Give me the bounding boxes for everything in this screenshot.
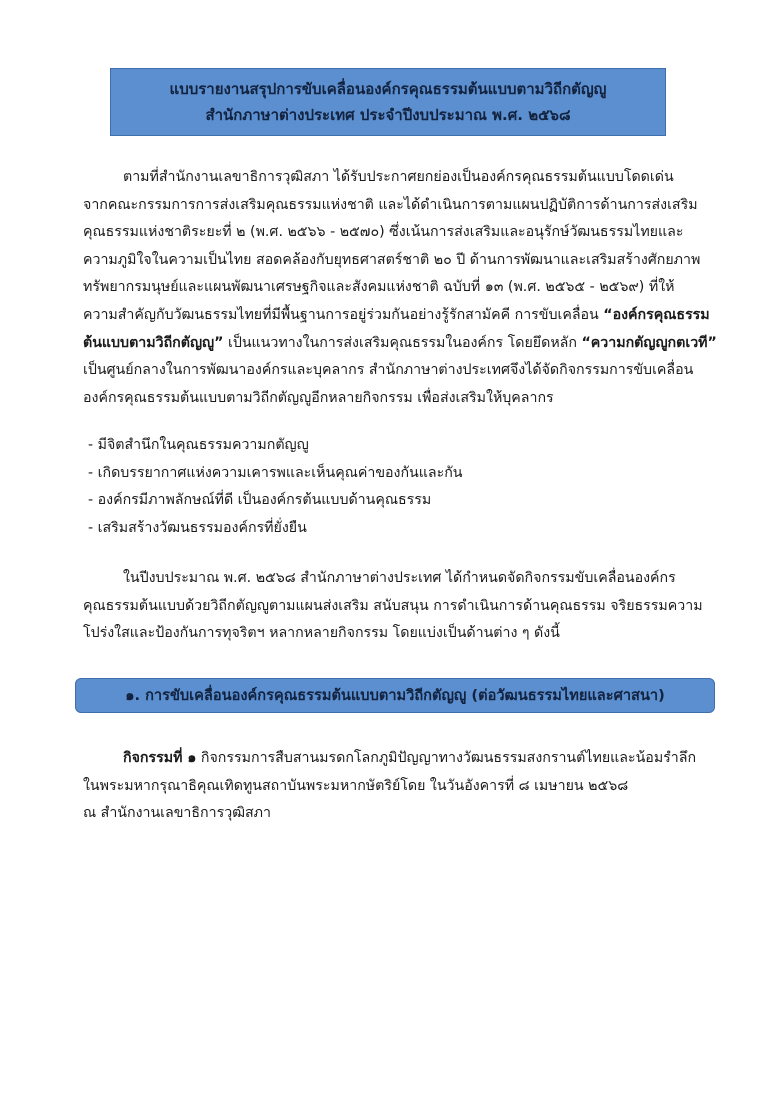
intro-line: ตามที่สำนักงานเลขาธิการวุฒิสภา ได้รับประกาศยกย่องเป็นองค์กรคุณธรรมต้นแบบโดดเด่น bbox=[123, 169, 674, 185]
intro-bold-term: “ความกตัญญูกตเวที” bbox=[581, 334, 717, 351]
intro-text: เป็นแนวทางในการส่งเสริมคุณธรรมในองค์กร โดยยึดหลัก bbox=[223, 334, 582, 351]
activity-text: กิจกรรมการสืบสานมรดกโลกภูมิปัญญาทางวัฒนธรรมสงกรานต์ไทยและน้อมรำลึก bbox=[196, 750, 697, 766]
report-title-line2: สำนักภาษาต่างประเทศ ประจำปีงบประมาณ พ.ศ. ๒๕๖๘ bbox=[205, 106, 571, 124]
activity-line bbox=[83, 745, 743, 773]
list-item: - มีจิตสำนึกในคุณธรรมความกตัญญู bbox=[88, 437, 309, 453]
list-item: - องค์กรมีภาพลักษณ์ที่ดี เป็นองค์กรต้นแบบด้านคุณธรรม bbox=[88, 492, 432, 508]
budget-paragraph bbox=[83, 565, 743, 648]
activity-label: กิจกรรมที่ ๑ bbox=[123, 750, 197, 766]
budget-line: คุณธรรมต้นแบบด้วยวิถีกตัญญูตามแผนส่งเสริม สนับสนุน การดำเนินการด้านคุณธรรม จริยธรรมความ bbox=[83, 597, 703, 614]
section-heading: ๑. การขับเคลื่อนองค์กรคุณธรรมต้นแบบตามวิถีกตัญญู (ต่อวัฒนธรรมไทยและศาสนา) bbox=[125, 687, 665, 704]
intro-line: คุณธรรมแห่งชาติระยะที่ ๒ (พ.ศ. ๒๕๖๖ - ๒๕๗๐) ซึ่งเน้นการส่งเสริมและอนุรักษ์วัฒนธรรมไทยและ bbox=[83, 224, 684, 241]
budget-line: โปร่งใสและป้องกันการทุจริตฯ หลากหลายกิจกรรม โดยแบ่งเป็นด้านต่าง ๆ ดังนี้ bbox=[83, 625, 560, 642]
list-item: - เสริมสร้างวัฒนธรรมองค์กรที่ยั่งยืน bbox=[88, 519, 307, 536]
section-heading-box bbox=[75, 678, 715, 713]
activity-line: ในพระมหากรุณาธิคุณเทิดทูนสถาบันพระมหากษัตริย์โดย ในวันอังคารที่ ๘ เมษายน ๒๕๖๘ bbox=[83, 777, 629, 794]
report-title-line1: แบบรายงานสรุปการขับเคลื่อนองค์กรคุณธรรมต้นแบบตามวิถีกตัญญู bbox=[169, 80, 607, 98]
intro-line: ความภูมิใจในความเป็นไทย สอดคล้องกับยุทธศาสตร์ชาติ ๒๐ ปี ด้านการพัฒนาและเสริมสร้างศักยภาพ bbox=[83, 251, 701, 268]
list-item: - เกิดบรรยากาศแห่งความเคารพและเห็นคุณค่าของกันและกัน bbox=[88, 464, 463, 481]
intro-line: จากคณะกรรมการการส่งเสริมคุณธรรมแห่งชาติ และได้ดำเนินการตามแผนปฏิบัติการด้านการส่งเสริม bbox=[83, 196, 698, 213]
intro-bold-term: ต้นแบบตามวิถีกตัญญู” bbox=[83, 334, 224, 351]
intro-line: องค์กรคุณธรรมต้นแบบตามวิถีกตัญญูอีกหลายกิจกรรม เพื่อส่งเสริมให้บุคลากร bbox=[83, 389, 554, 406]
intro-line: เป็นศูนย์กลางในการพัฒนาองค์กรและบุคลากร สำนักภาษาต่างประเทศจึงได้จัดกิจกรรมการขับเคลื่อน bbox=[83, 362, 694, 379]
report-title-box bbox=[110, 68, 666, 136]
intro-paragraph bbox=[83, 164, 743, 412]
activity-paragraph bbox=[83, 745, 743, 828]
intro-text: ความสำคัญกับวัฒนธรรมไทยที่มีพื้นฐานการอยู่ร่วมกันอย่างรู้รักสามัคคี การขับเคลื่อน bbox=[83, 306, 604, 323]
activity-line: ณ สำนักงานเลขาธิการวุฒิสภา bbox=[83, 805, 271, 822]
intro-bold-term: “องค์กรคุณธรรม bbox=[603, 306, 710, 323]
intro-line bbox=[83, 302, 743, 330]
goal-list bbox=[88, 432, 688, 542]
intro-line: ทรัพยากรมนุษย์และแผนพัฒนาเศรษฐกิจและสังคมแห่งชาติ ฉบับที่ ๑๓ (พ.ศ. ๒๕๖๕ - ๒๕๖๙) ที่ให้ bbox=[83, 279, 675, 296]
intro-line bbox=[83, 330, 743, 358]
budget-line: ในปีงบประมาณ พ.ศ. ๒๕๖๘ สำนักภาษาต่างประเทศ ได้กำหนดจัดกิจกรรมขับเคลื่อนองค์กร bbox=[123, 570, 676, 586]
